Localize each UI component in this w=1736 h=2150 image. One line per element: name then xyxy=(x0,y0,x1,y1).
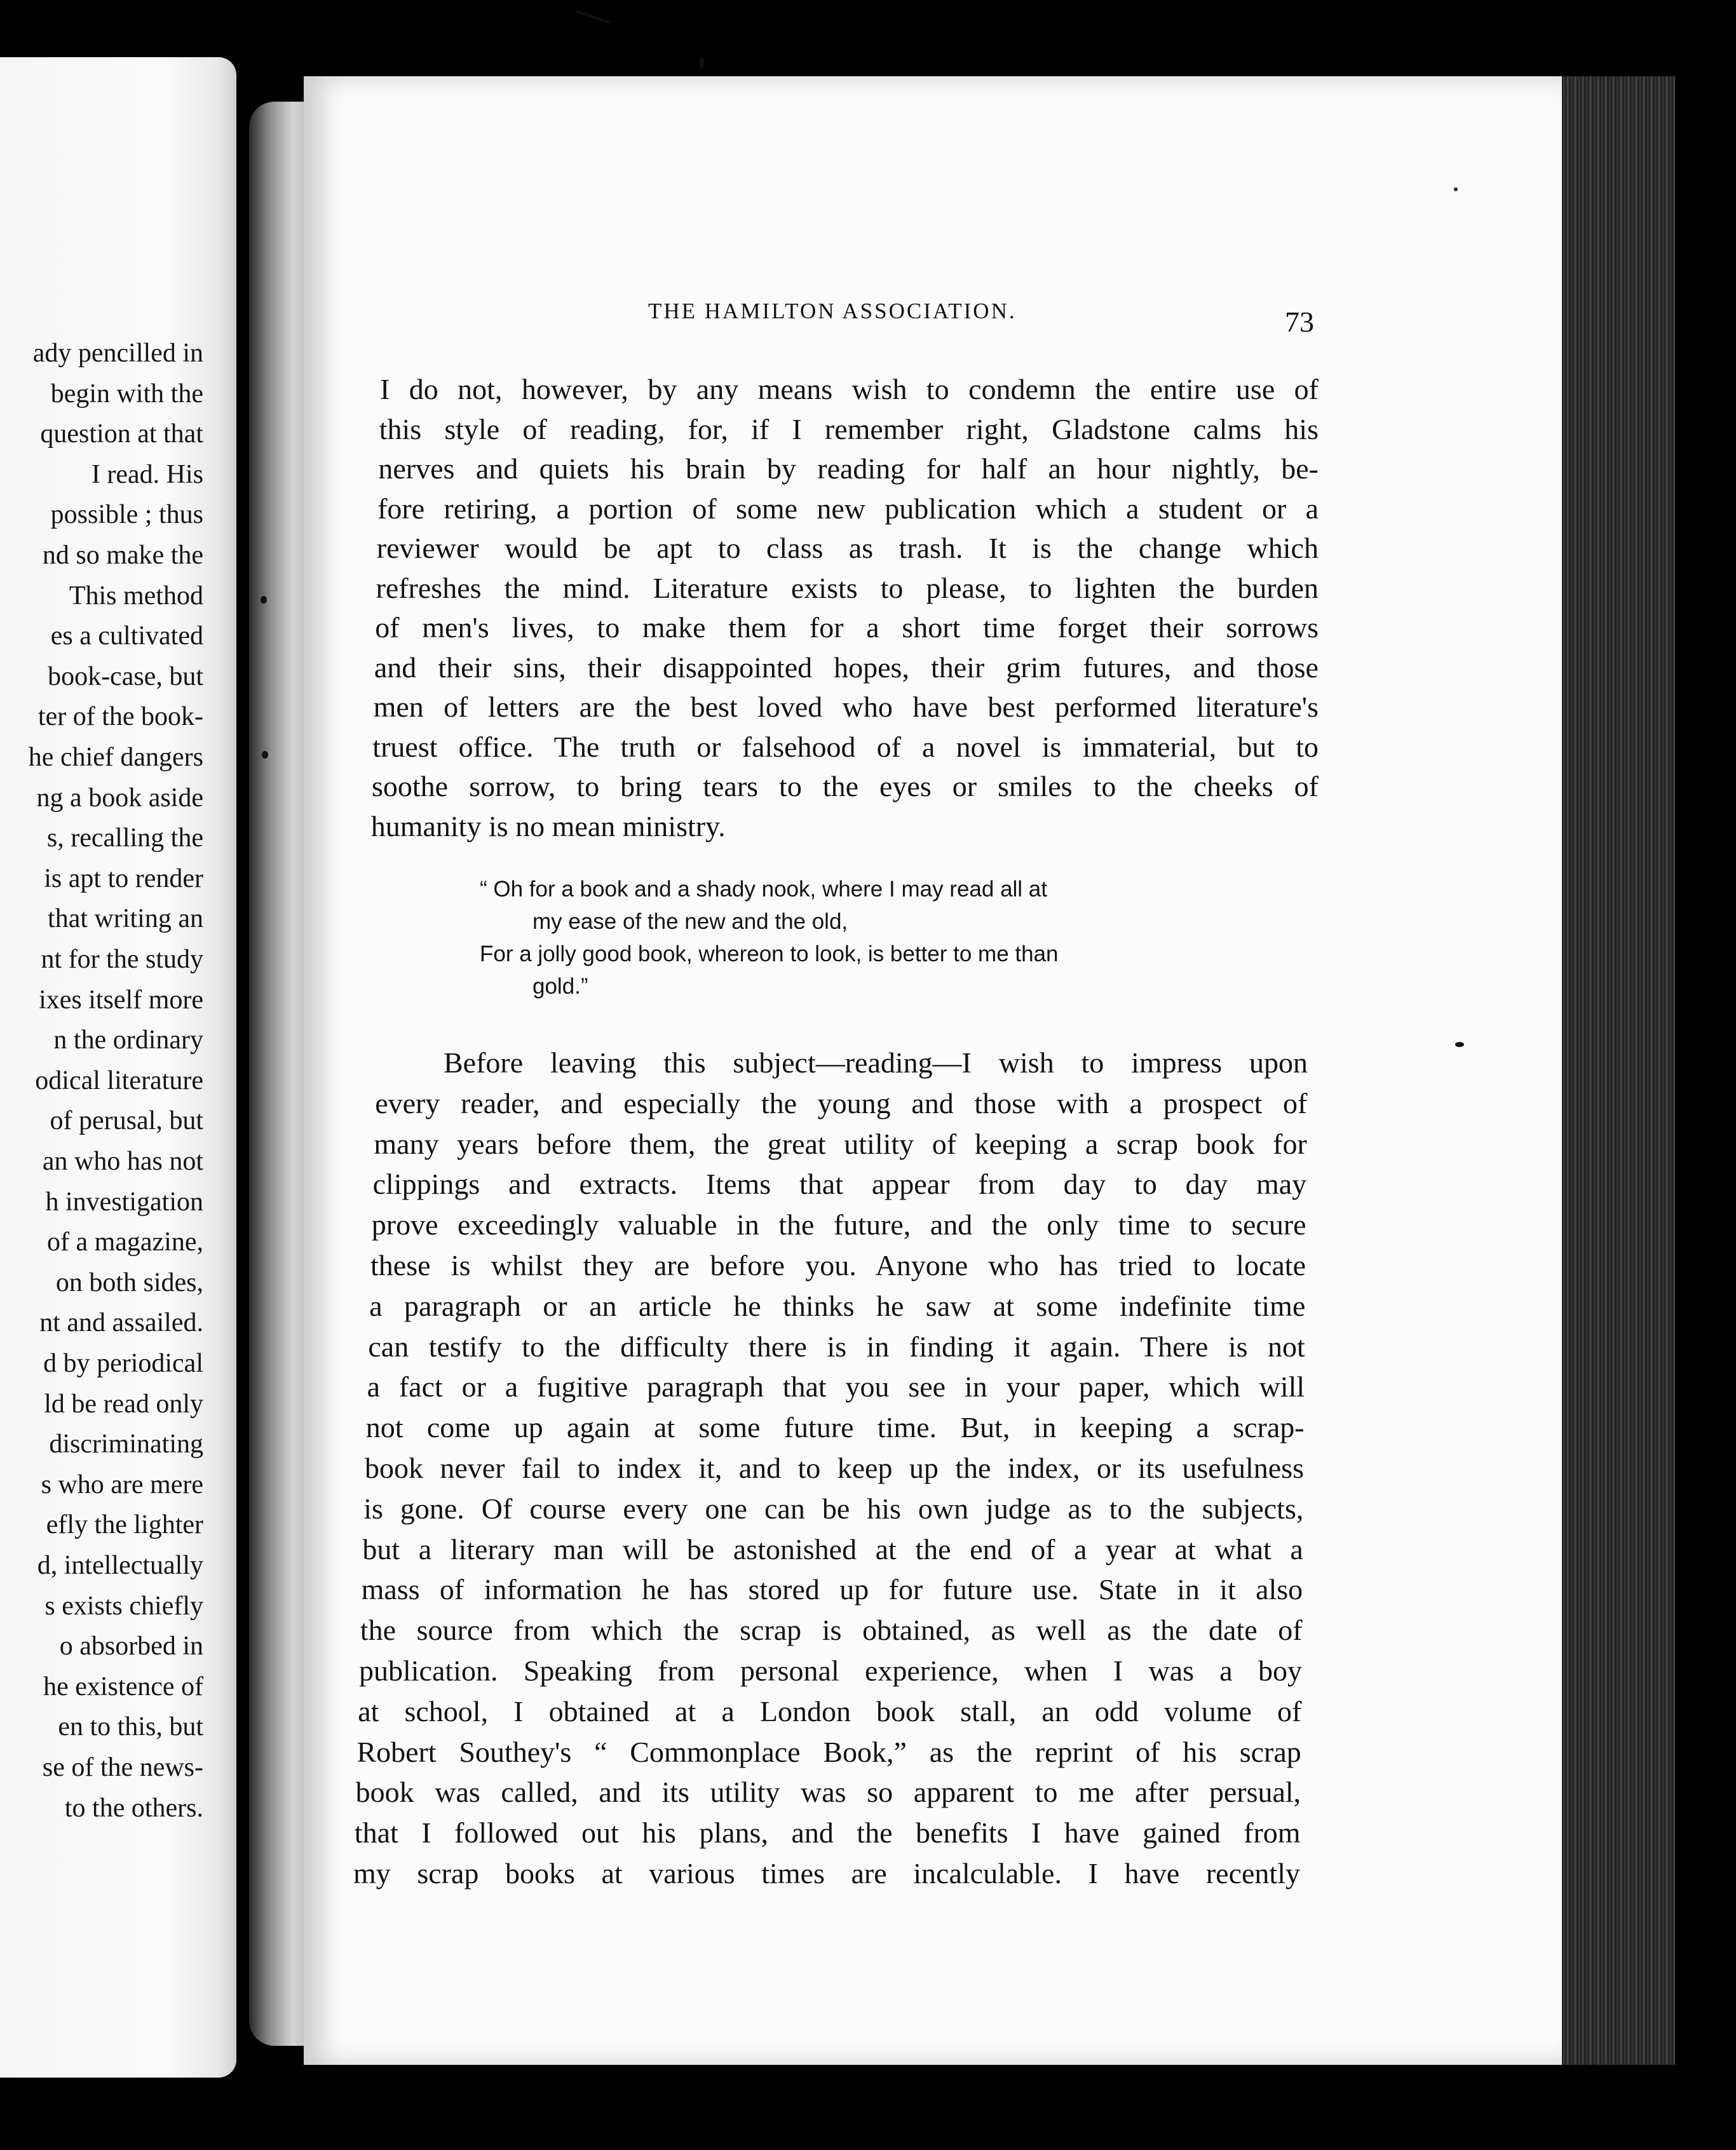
left-page-line: es a cultivated xyxy=(50,621,203,651)
paragraph-line: soothe sorrow, to bring tears to the eyes or smiles to the cheeks of xyxy=(372,770,1319,802)
left-page-line: is apt to render xyxy=(44,863,203,893)
paragraph-line: that I followed out his plans, and the benefits I have gained from xyxy=(354,1816,1301,1849)
left-page-line: to the others. xyxy=(64,1793,203,1823)
paragraph-line: but a literary man will be astonished at the end of a year at what a xyxy=(362,1532,1303,1565)
paragraph-line: a fact or a fugitive paragraph that you see in your paper, which will xyxy=(367,1370,1305,1403)
paragraph-line: this style of reading, for, if I remember right, Gladstone calms his xyxy=(379,412,1319,445)
left-page-line: nt for the study xyxy=(41,945,203,974)
left-page-line: possible ; thus xyxy=(50,500,203,530)
left-page-line: of perusal, but xyxy=(50,1106,203,1136)
paragraph-line: and their sins, their disappointed hopes, their grim futures, and those xyxy=(374,651,1319,684)
paragraph-line: at school, I obtained at a London book stall, an odd volume of xyxy=(358,1694,1302,1727)
left-page-line: s, recalling the xyxy=(46,823,203,853)
left-page xyxy=(0,57,236,2078)
paragraph-line: a paragraph or an article he thinks he saw at some indefinite time xyxy=(369,1289,1306,1322)
scan-speck xyxy=(261,596,267,604)
left-page-line: ld be read only xyxy=(44,1389,203,1419)
left-page-line: en to this, but xyxy=(58,1712,203,1742)
scan-speck xyxy=(1454,187,1458,191)
left-page-line: s who are mere xyxy=(41,1470,203,1499)
left-page-line: ady pencilled in xyxy=(32,339,203,368)
left-page-line: s exists chiefly xyxy=(44,1591,203,1621)
scan-speck xyxy=(699,57,704,69)
left-page-line: question at that xyxy=(40,419,203,449)
paragraph-line: mass of information he has stored up for future use. State in it also xyxy=(361,1573,1303,1606)
paragraph-line: every reader, and especially the young and those with a prospect of xyxy=(375,1086,1308,1119)
paragraph-line: many years before them, the great utility of keeping a scrap book for xyxy=(374,1127,1307,1160)
paragraph-line: book was called, and its utility was so apparent to me after persual, xyxy=(355,1776,1301,1809)
left-page-line: he existence of xyxy=(43,1672,203,1701)
paragraph-line: not come up again at some future time. But, in keeping a scrap- xyxy=(365,1411,1305,1444)
paragraph-line: fore retiring, a portion of some new publication which a student or a xyxy=(377,492,1319,525)
paragraph-line: these is whilst they are before you. Anyone who has tried to locate xyxy=(370,1249,1306,1281)
paragraph-line: clippings and extracts. Items that appear from day to day may xyxy=(372,1168,1307,1201)
left-page-line: o absorbed in xyxy=(59,1632,203,1661)
scan-speck xyxy=(262,751,268,759)
left-page-line: of a magazine, xyxy=(46,1227,203,1257)
paragraph-line: of men's lives, to make them for a short time forget their sorrows xyxy=(375,611,1319,644)
running-head: THE HAMILTON ASSOCIATION. xyxy=(648,299,1017,323)
paragraph-line: can testify to the difficulty there is in finding it again. There is not xyxy=(368,1330,1305,1363)
paragraph-line: Robert Southey's “ Commonplace Book,” as the reprint of his scrap xyxy=(356,1735,1301,1768)
page-edges xyxy=(1554,76,1675,2065)
paragraph-line: truest office. The truth or falsehood of a novel is immaterial, but to xyxy=(372,730,1319,763)
left-page-line: book-case, but xyxy=(48,661,203,691)
left-page-line: discriminating xyxy=(49,1430,203,1459)
left-page-line: d, intellectually xyxy=(37,1551,203,1580)
left-page-line: This method xyxy=(69,581,203,611)
paragraph-line: I do not, however, by any means wish to condemn the entire use of xyxy=(380,373,1319,405)
left-page-line: I read. His xyxy=(91,459,203,489)
left-page-line: nd so make the xyxy=(42,541,203,570)
left-page-line: he chief dangers xyxy=(28,743,203,772)
verse-line: gold.” xyxy=(532,974,588,999)
left-page-line: ixes itself more xyxy=(39,985,203,1015)
paragraph-line: men of letters are the best loved who have best performed literature's xyxy=(373,691,1319,723)
paragraph-line: refreshes the mind. Literature exists to please, to lighten the burden xyxy=(376,571,1319,604)
paragraph-line: prove exceedingly valuable in the future, and the only time to secure xyxy=(371,1208,1306,1241)
verse-line: my ease of the new and the old, xyxy=(532,909,848,934)
left-page-line: odical literature xyxy=(35,1065,203,1095)
page-number: 73 xyxy=(1285,306,1314,338)
scan-speck xyxy=(1455,1042,1464,1047)
verse-line: “ Oh for a book and a shady nook, where I may read all at xyxy=(480,877,1047,902)
left-page-line: on both sides, xyxy=(55,1268,203,1297)
paragraph-line: my scrap books at various times are incalculable. I have recently xyxy=(353,1857,1300,1890)
paragraph-line: nerves and quiets his brain by reading for half an hour nightly, be- xyxy=(378,452,1319,485)
left-page-line: n the ordinary xyxy=(53,1025,203,1055)
paragraph-line: book never fail to index it, and to keep up the index, or its usefulness xyxy=(365,1452,1304,1484)
left-page-line: h investigation xyxy=(45,1187,203,1217)
paragraph-line: humanity is no mean ministry. xyxy=(370,809,726,842)
left-page-line: d by periodical xyxy=(43,1349,203,1378)
left-page-line: an who has not xyxy=(42,1147,203,1176)
paragraph-line: the source from which the scrap is obtained, as well as the date of xyxy=(360,1614,1303,1647)
left-page-line: ter of the book- xyxy=(37,702,203,732)
left-page-line: ng a book aside xyxy=(36,783,203,813)
left-page-line: se of the news- xyxy=(42,1753,203,1782)
left-page-line: begin with the xyxy=(50,379,203,409)
paragraph-line: Before leaving this subject—reading—I wish to impress upon xyxy=(444,1046,1308,1079)
left-page-line: efly the lighter xyxy=(46,1510,203,1540)
left-page-line: that writing an xyxy=(48,904,203,934)
paragraph-line: is gone. Of course every one can be his own judge as to the subjects, xyxy=(363,1492,1304,1525)
scan-speck xyxy=(576,10,613,24)
paragraph-line: publication. Speaking from personal experience, when I was a boy xyxy=(359,1654,1302,1687)
verse-line: For a jolly good book, whereon to look, is better to me than xyxy=(480,942,1059,966)
paragraph-line: reviewer would be apt to class as trash. It is the change which xyxy=(376,532,1319,564)
left-page-line: nt and assailed. xyxy=(39,1308,203,1338)
